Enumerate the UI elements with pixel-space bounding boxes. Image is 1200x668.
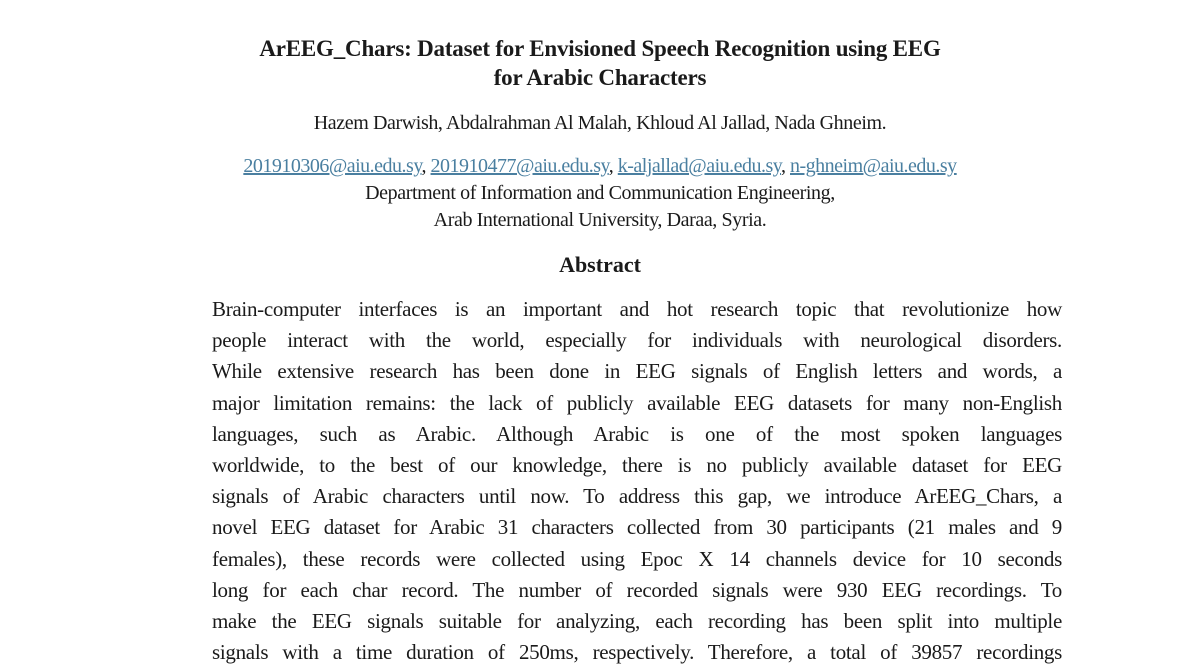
affiliation — [150, 180, 1050, 234]
abstract-line: languages, such as Arabic. Although Arabic is one of the most spoken languages — [212, 421, 1062, 446]
author-emails — [100, 153, 1100, 179]
abstract-line: novel EEG dataset for Arabic 31 characters collected from 30 participants (21 males and 9 — [212, 515, 1062, 540]
author-list: Hazem Darwish, Abdalrahman Al Malah, Khloud Al Jallad, Nada Ghneim. — [313, 112, 887, 134]
abstract-body — [212, 294, 1062, 668]
abstract-line: Brain-computer interfaces is an important and hot research topic that revolutionize how — [212, 297, 1062, 321]
abstract-line: signals with a time duration of 250ms, respectively. Therefore, a total of 39857 recordings — [212, 640, 1062, 665]
abstract-line: worldwide, to the best of our knowledge, there is no publicly available dataset for EEG — [212, 453, 1062, 478]
abstract-line: make the EEG signals suitable for analyzing, each recording has been split into multiple — [212, 609, 1062, 634]
affiliation-line-2: Arab International University, Daraa, Syria. — [433, 209, 767, 231]
abstract-line: females), these records were collected using Epoc X 14 channels device for 10 seconds — [212, 546, 1062, 571]
paper-title — [200, 34, 1000, 92]
abstract-line: signals of Arabic characters until now. To address this gap, we introduce ArEEG_Chars, a — [212, 484, 1062, 509]
email-separator: , — [608, 155, 618, 177]
email-separator: , — [421, 155, 431, 177]
email-link-4[interactable]: n-ghneim@aiu.edu.sy — [790, 155, 957, 177]
paper-title-line-1: ArEEG_Chars: Dataset for Envisioned Speech Recognition using EEG — [259, 36, 941, 61]
abstract-line: people interact with the world, especially for individuals with neurological disorders. — [212, 328, 1062, 353]
email-link-3[interactable]: k-aljallad@aiu.edu.sy — [617, 155, 781, 177]
email-link-1[interactable]: 201910306@aiu.edu.sy — [243, 155, 422, 177]
affiliation-line-1: Department of Information and Communication Engineering, — [365, 182, 835, 204]
email-link-2[interactable]: 201910477@aiu.edu.sy — [430, 155, 609, 177]
abstract-line: long for each char record. The number of recorded signals were 930 EEG recordings. To — [212, 577, 1062, 602]
abstract-heading: Abstract — [559, 252, 641, 277]
email-separator: , — [781, 155, 790, 177]
abstract-line: major limitation remains: the lack of publicly available EEG datasets for many non-English — [212, 390, 1062, 415]
paper-title-line-2: for Arabic Characters — [493, 65, 707, 90]
abstract-line: While extensive research has been done in EEG signals of English letters and words, a — [212, 359, 1062, 384]
